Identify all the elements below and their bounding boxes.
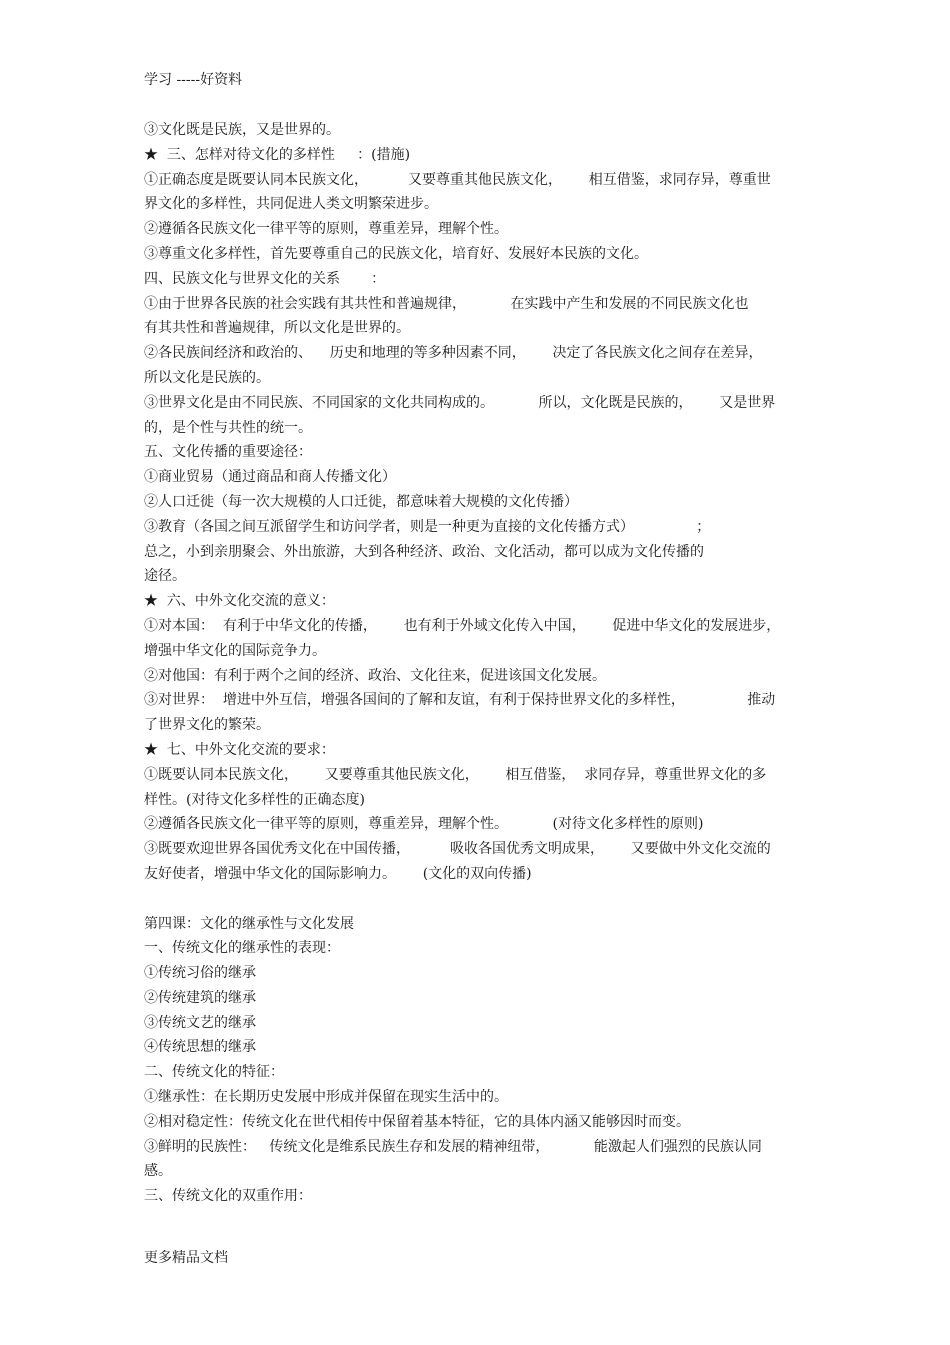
text-line: ★ 六、中外文化交流的意义： <box>144 593 335 610</box>
text-line: 第四课：文化的继承性与文化发展 <box>144 915 354 932</box>
page-header: 学习 -----好资料 <box>144 72 243 88</box>
text-line: 二、传统文化的特征： <box>144 1064 284 1081</box>
text-line: ①由于世界各民族的社会实践有其共性和普遍规律， 在实践中产生和发展的不同民族文化也 <box>144 295 749 312</box>
text-line: 感。 <box>144 1163 172 1180</box>
text-line: ②传统建筑的继承 <box>144 989 256 1006</box>
text-line: 友好使者，增强中华文化的国际影响力。 (文化的双向传播) <box>144 865 532 882</box>
text-line: ①继承性：在长期历史发展中形成并保留在现实生活中的。 <box>144 1089 508 1106</box>
text-line: ③教育（各国之间互派留学生和访问学者，则是一种更为直接的文化传播方式） ； <box>144 518 711 535</box>
text-line: ①既要认同本民族文化， 又要尊重其他民族文化， 相互借鉴， 求同存异，尊重世界文化的多 <box>144 766 767 783</box>
text-line: ③世界文化是由不同民族、不同国家的文化共同构成的。 所以，文化既是民族的， 又是世界 <box>144 394 776 411</box>
page-footer: 更多精品文档 <box>144 1250 228 1266</box>
text-line: 界文化的多样性，共同促进人类文明繁荣进步。 <box>144 196 438 213</box>
text-line: 五、文化传播的重要途径： <box>144 444 312 461</box>
text-line: 有其共性和普遍规律，所以文化是世界的。 <box>144 320 410 337</box>
text-line: ③传统文艺的继承 <box>144 1014 256 1031</box>
text-line: ④传统思想的继承 <box>144 1039 256 1056</box>
text-line: ★ 三、怎样对待文化的多样性 ：(措施) <box>144 146 411 163</box>
document-body <box>144 118 814 1209</box>
text-line: 一、传统文化的继承性的表现： <box>144 940 340 957</box>
text-line: ③文化既是民族，又是世界的。 <box>144 122 340 138</box>
text-line: ②各民族间经济和政治的、 历史和地理的等多种因素不同， 决定了各民族文化之间存在差异， <box>144 345 763 362</box>
blank-line <box>144 887 814 912</box>
text-line: ★ 七、中外文化交流的要求： <box>144 741 335 758</box>
text-line: ③鲜明的民族性： 传统文化是维系民族生存和发展的精神纽带， 能激起人们强烈的民族认同 <box>144 1138 762 1155</box>
text-line: 的，是个性与共性的统一。 <box>144 419 312 436</box>
text-line: 四、民族文化与世界文化的关系 ： <box>144 270 386 287</box>
text-line: ②对他国：有利于两个之间的经济、政治、文化往来，促进该国文化发展。 <box>144 667 606 684</box>
text-line: ②相对稳定性：传统文化在世代相传中保留着基本特征，它的具体内涵又能够因时而变。 <box>144 1113 690 1130</box>
text-line: ③对世界： 增进中外互信，增强各国间的了解和友谊，有利于保持世界文化的多样性， 推动 <box>144 692 776 709</box>
text-line: 总之，小到亲朋聚会、外出旅游，大到各种经济、政治、文化活动，都可以成为文化传播的 <box>144 543 704 560</box>
text-line: 样性。(对待文化多样性的正确态度) <box>144 791 365 808</box>
text-line: 所以文化是民族的。 <box>144 369 270 386</box>
text-line: ③尊重文化多样性，首先要尊重自己的民族文化，培育好、发展好本民族的文化。 <box>144 245 648 262</box>
text-line: ②遵循各民族文化一律平等的原则，尊重差异，理解个性。 (对待文化多样性的原则) <box>144 816 704 833</box>
text-line: 了世界文化的繁荣。 <box>144 717 270 734</box>
text-line: 途径。 <box>144 568 186 585</box>
text-line: 增强中华文化的国际竞争力。 <box>144 642 326 659</box>
text-line: ①正确态度是既要认同本民族文化， 又要尊重其他民族文化， 相互借鉴，求同存异，尊重世 <box>144 171 771 188</box>
text-line: ①商业贸易（通过商品和商人传播文化） <box>144 469 396 486</box>
text-line: 三、传统文化的双重作用： <box>144 1188 312 1205</box>
text-line: ③既要欢迎世界各国优秀文化在中国传播， 吸收各国优秀文明成果， 又要做中外文化交流的 <box>144 841 771 858</box>
text-line: ①传统习俗的继承 <box>144 965 256 982</box>
text-line: ②人口迁徙（每一次大规模的人口迁徙，都意味着大规模的文化传播） <box>144 493 578 510</box>
text-line: ②遵循各民族文化一律平等的原则，尊重差异，理解个性。 <box>144 221 508 238</box>
text-line: ①对本国： 有利于中华文化的传播， 也有利于外域文化传入中国， 促进中华文化的发展进步， <box>144 617 781 634</box>
